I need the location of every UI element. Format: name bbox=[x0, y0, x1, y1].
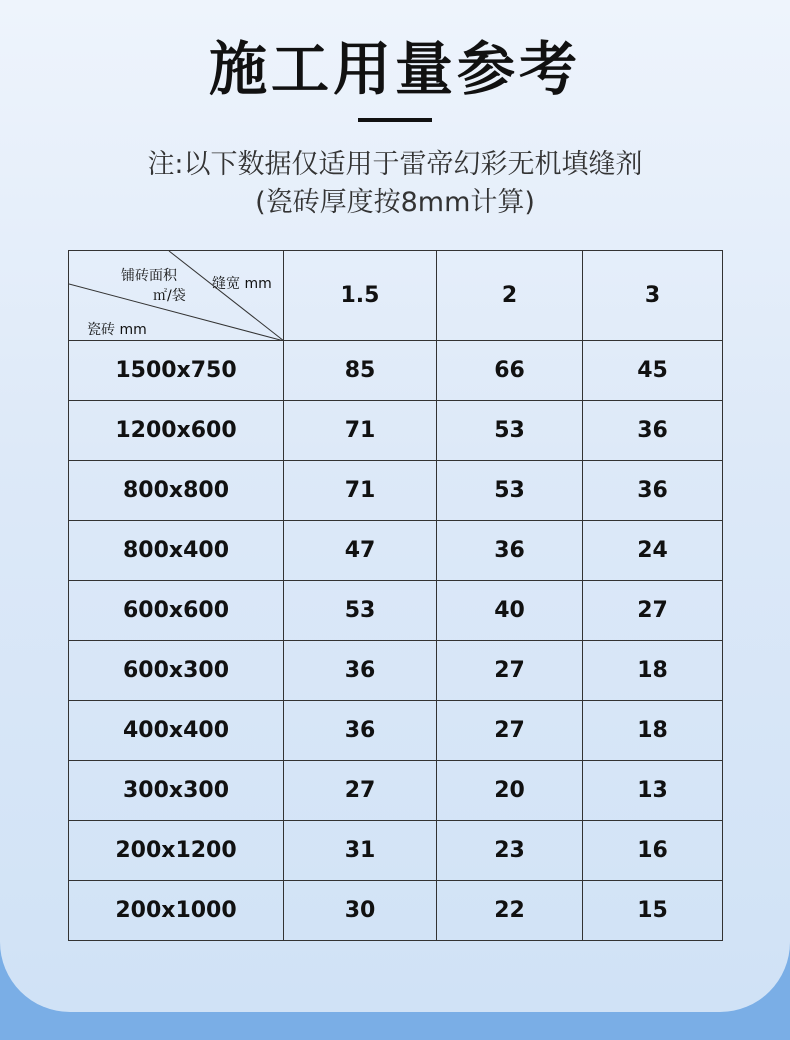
tile-size-cell: 600x600 bbox=[69, 581, 284, 641]
coverage-value-cell: 53 bbox=[284, 581, 437, 641]
tile-size-cell: 800x800 bbox=[69, 461, 284, 521]
table-row bbox=[69, 641, 723, 701]
coverage-value-cell: 15 bbox=[583, 881, 723, 941]
tile-size-cell: 200x1000 bbox=[69, 881, 284, 941]
coverage-value-cell: 20 bbox=[437, 761, 583, 821]
area-label-line1: 铺砖面积 bbox=[121, 268, 177, 284]
coverage-value-cell: 36 bbox=[284, 641, 437, 701]
coverage-value-cell: 22 bbox=[437, 881, 583, 941]
coverage-value-cell: 71 bbox=[284, 461, 437, 521]
tile-size-cell: 400x400 bbox=[69, 701, 284, 761]
table-header-row bbox=[69, 251, 723, 341]
coverage-value-cell: 24 bbox=[583, 521, 723, 581]
note-line-2: (瓷砖厚度按8mm计算) bbox=[255, 187, 535, 218]
joint-width-label: 缝宽 mm bbox=[212, 276, 272, 292]
coverage-value-cell: 36 bbox=[583, 401, 723, 461]
coverage-value-cell: 18 bbox=[583, 701, 723, 761]
coverage-value-cell: 30 bbox=[284, 881, 437, 941]
coverage-value-cell: 66 bbox=[437, 341, 583, 401]
table-row bbox=[69, 521, 723, 581]
note-line-1: 注:以下数据仅适用于雷帝幻彩无机填缝剂 bbox=[147, 149, 643, 180]
coverage-value-cell: 40 bbox=[437, 581, 583, 641]
coverage-value-cell: 53 bbox=[437, 461, 583, 521]
coverage-value-cell: 85 bbox=[284, 341, 437, 401]
coverage-value-cell: 31 bbox=[284, 821, 437, 881]
tile-size-cell: 1200x600 bbox=[69, 401, 284, 461]
coverage-value-cell: 18 bbox=[583, 641, 723, 701]
table-row bbox=[69, 761, 723, 821]
coverage-value-cell: 27 bbox=[284, 761, 437, 821]
coverage-value-cell: 36 bbox=[284, 701, 437, 761]
tile-size-cell: 600x300 bbox=[69, 641, 284, 701]
coverage-value-cell: 16 bbox=[583, 821, 723, 881]
page-title: 施工用量参考 bbox=[208, 35, 581, 103]
coverage-value-cell: 71 bbox=[284, 401, 437, 461]
column-header: 1.5 bbox=[284, 251, 437, 341]
table-row bbox=[69, 821, 723, 881]
table-row bbox=[69, 881, 723, 941]
table-row bbox=[69, 341, 723, 401]
coverage-value-cell: 45 bbox=[583, 341, 723, 401]
coverage-value-cell: 27 bbox=[437, 641, 583, 701]
table-row bbox=[69, 581, 723, 641]
usage-table bbox=[68, 250, 723, 941]
tile-size-label: 瓷砖 mm bbox=[87, 322, 147, 338]
title-underline bbox=[358, 118, 432, 122]
tile-size-cell: 200x1200 bbox=[69, 821, 284, 881]
table-row bbox=[69, 701, 723, 761]
table-row bbox=[69, 401, 723, 461]
coverage-value-cell: 53 bbox=[437, 401, 583, 461]
coverage-value-cell: 27 bbox=[583, 581, 723, 641]
coverage-value-cell: 27 bbox=[437, 701, 583, 761]
table-row bbox=[69, 461, 723, 521]
area-label-line2: ㎡/袋 bbox=[153, 288, 186, 304]
tile-size-cell: 1500x750 bbox=[69, 341, 284, 401]
coverage-value-cell: 36 bbox=[437, 521, 583, 581]
coverage-value-cell: 13 bbox=[583, 761, 723, 821]
corner-header-cell bbox=[69, 251, 284, 341]
column-header: 2 bbox=[437, 251, 583, 341]
coverage-value-cell: 47 bbox=[284, 521, 437, 581]
column-header: 3 bbox=[583, 251, 723, 341]
tile-size-cell: 800x400 bbox=[69, 521, 284, 581]
coverage-value-cell: 36 bbox=[583, 461, 723, 521]
tile-size-cell: 300x300 bbox=[69, 761, 284, 821]
coverage-value-cell: 23 bbox=[437, 821, 583, 881]
